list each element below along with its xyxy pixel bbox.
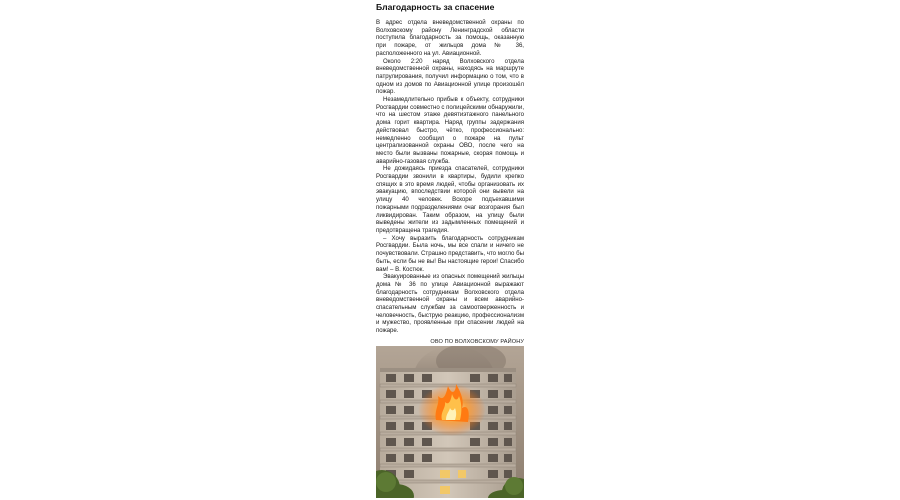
article-paragraph: Не дожидаясь приезда спасателей, сотрудники Росгвардии звонили в квартиры, будили крепко спящих в это время людей, чтобы организовать их эвакуацию, впоследствии которой они вывели на улицу 40 человек. Вскоре подъехавшими пожарными подразделениями очаг возгорания был ликвидирован. Таким образом, на улицу были выведены жители из задымленных помещений и предотвращена трагедия. [376,165,524,234]
article-column [376,0,524,346]
fire-photo [376,346,524,498]
article-headline: Благодарность за спасение [376,2,495,12]
article-paragraph: Эвакуированные из опасных помещений жильцы дома № 36 по улице Авиационной выражают благодарность сотрудникам Волховского отдела вневедомственной охраны и всем аварийно-спасательным службам за самоотверженность и человечность, быструю реакцию, профессионализм и мужество, проявленные при спасении людей на пожаре. [376,273,524,335]
article-quote: – Хочу выразить благодарность сотрудникам Росгвардии. Была ночь, мы все спали и ничего не почувствовали. Страшно представить, что могло бы быть, если бы не вы! Вы настоящие герои! Спасибо вам! – В. Костюк. [376,234,524,273]
article-paragraph: Незамедлительно прибыв к объекту, сотрудники Росгвардии совместно с полицейскими обнаружили, что на шестом этаже девятиэтажного панельного дома горит квартира. Наряд группы задержания действовал быстро, чётко, профессионально: немедленно сообщил о пожаре на пульт централизованной охраны ОВО, после чего на место были вызваны пожарные, скорая помощь и аварийно-газовая служба. [376,96,524,165]
article-paragraph: В адрес отдела вневедомственной охраны по Волховскому району Ленинградской области поступила благодарность за помощь, оказанную при пожаре, от жильцов дома № 36, расположенного на ул. Авиационной. [376,19,524,57]
article-body [376,19,524,335]
article-paragraph: Около 2:20 наряд Волховского отдела вневедомственной охраны, находясь на маршруте патрулирования, получил информацию о том, что в одном из домов по Авиационной улице произошёл пожар. [376,57,524,96]
burning-building-image [376,346,524,498]
article-signature: ОВО ПО ВОЛХОВСКОМУ РАЙОНУ [430,338,524,345]
